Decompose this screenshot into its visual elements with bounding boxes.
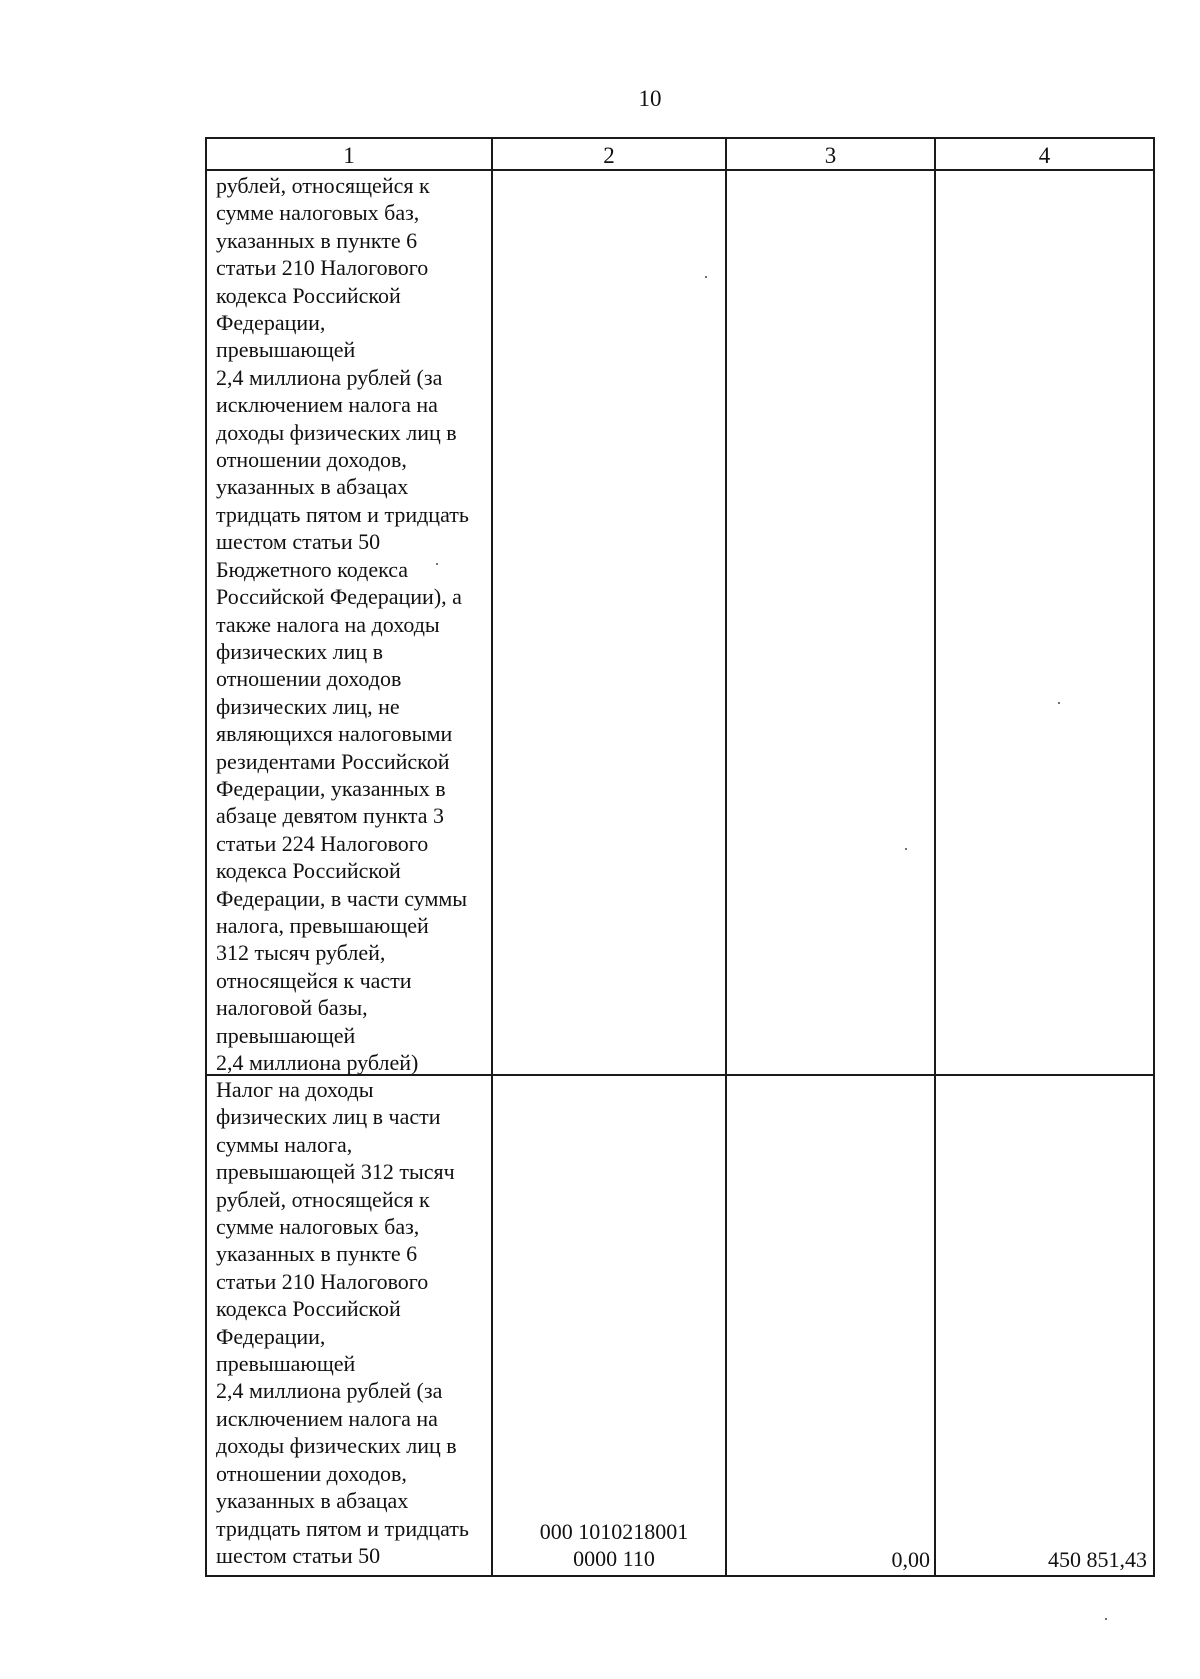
header-col-4: 4 (1038, 143, 1051, 168)
row-2-code-line-1: 000 1010218001 (539, 1519, 689, 1544)
header-col-1: 1 (343, 143, 355, 168)
header-divider (207, 169, 1153, 171)
page-number: 10 (638, 86, 662, 111)
header-col-3: 3 (824, 143, 837, 168)
scan-speck (705, 276, 707, 278)
budget-table (205, 137, 1155, 1577)
row-2-col-4-amount: 450 851,43 (1048, 1547, 1147, 1572)
scan-speck (436, 563, 438, 565)
row-1-name: рублей, относящейся к сумме налоговых баз, указанных в пункте 6 статьи 210 Налогового кодекса Российской Федерации, превышающей 2,4 миллиона рублей (за исключением налога на доходы физических лиц в отношении доходов, указанных в абзацах тридцать пятом и тридцать шестом статьи 50 Бюджетного кодекса Российской Федерации), а также налога на доходы физических лиц в отношении доходов физических лиц, не являющихся налоговыми резидентами Российской Федерации, указанных в абзаце девятом пункта 3 статьи 224 Налогового кодекса Российской Федерации, в части суммы налога, превышающей 312 тысяч рублей, относящейся к части налоговой базы, превышающей 2,4 миллиона рублей) (216, 173, 469, 1075)
row-2-col-3-amount: 0,00 (891, 1547, 930, 1572)
column-divider (491, 139, 493, 1575)
scan-speck (1058, 702, 1060, 704)
scan-speck (1105, 1618, 1107, 1620)
row-2-name: Налог на доходы физических лиц в части суммы налога, превышающей 312 тысяч рублей, относящейся к сумме налоговых баз, указанных в пункте 6 статьи 210 Налогового кодекса Российской Федерации, превышающей 2,4 миллиона рублей (за исключением налога на доходы физических лиц в отношении доходов, указанных в абзацах тридцать пятом и тридцать шестом статьи 50 (216, 1077, 469, 1568)
column-divider (725, 139, 727, 1575)
header-col-2: 2 (603, 143, 615, 168)
column-divider (934, 139, 936, 1575)
scan-speck (905, 848, 907, 850)
row-2-code-line-2: 0000 110 (573, 1546, 655, 1571)
